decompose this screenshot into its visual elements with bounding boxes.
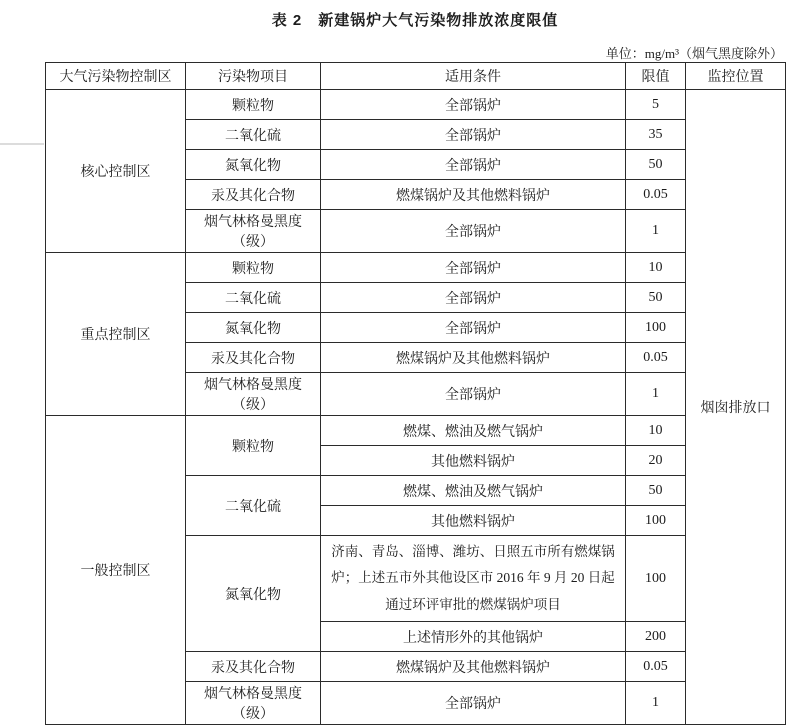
cell-condition: 其他燃料锅炉	[321, 446, 626, 476]
cell-limit: 5	[626, 90, 686, 120]
cell-condition: 燃煤、燃油及燃气锅炉	[321, 476, 626, 506]
cell-condition: 全部锅炉	[321, 150, 626, 180]
header-limit: 限值	[626, 63, 686, 90]
header-monitor: 监控位置	[686, 63, 786, 90]
cell-condition: 上述情形外的其他锅炉	[321, 622, 626, 652]
cell-pollutant: 烟气林格曼黑度（级）	[186, 210, 321, 253]
cell-pollutant: 颗粒物	[186, 416, 321, 476]
cell-pollutant: 烟气林格曼黑度（级）	[186, 373, 321, 416]
cell-limit: 0.05	[626, 180, 686, 210]
cell-condition: 全部锅炉	[321, 283, 626, 313]
cell-condition: 全部锅炉	[321, 90, 626, 120]
cell-limit: 50	[626, 283, 686, 313]
cell-condition: 全部锅炉	[321, 313, 626, 343]
cell-limit: 200	[626, 622, 686, 652]
header-pollutant: 污染物项目	[186, 63, 321, 90]
cell-limit: 35	[626, 120, 686, 150]
cell-pollutant: 颗粒物	[186, 90, 321, 120]
cell-condition: 燃煤锅炉及其他燃料锅炉	[321, 180, 626, 210]
cell-limit: 0.05	[626, 343, 686, 373]
cell-limit: 1	[626, 682, 686, 725]
cell-pollutant: 汞及其化合物	[186, 343, 321, 373]
table-row	[46, 416, 786, 446]
cell-condition: 燃煤锅炉及其他燃料锅炉	[321, 343, 626, 373]
cell-condition: 其他燃料锅炉	[321, 506, 626, 536]
header-condition: 适用条件	[321, 63, 626, 90]
cell-region-core: 核心控制区	[46, 90, 186, 253]
cell-pollutant: 二氧化硫	[186, 120, 321, 150]
cell-pollutant: 氮氧化物	[186, 313, 321, 343]
cell-pollutant: 二氧化硫	[186, 283, 321, 313]
cell-limit: 10	[626, 416, 686, 446]
table-title: 表 2 新建锅炉大气污染物排放浓度限值	[271, 12, 559, 29]
cell-condition: 全部锅炉	[321, 210, 626, 253]
cell-limit: 100	[626, 536, 686, 622]
scan-artifact-line	[0, 143, 44, 145]
cell-region-key: 重点控制区	[46, 253, 186, 416]
cell-monitor-location: 烟囱排放口	[686, 90, 786, 725]
cell-condition: 全部锅炉	[321, 373, 626, 416]
cell-region-general: 一般控制区	[46, 416, 186, 725]
cell-condition: 全部锅炉	[321, 682, 626, 725]
cell-limit: 100	[626, 506, 686, 536]
header-region: 大气污染物控制区	[46, 63, 186, 90]
cell-pollutant: 氮氧化物	[186, 150, 321, 180]
cell-limit: 1	[626, 373, 686, 416]
cell-condition: 全部锅炉	[321, 253, 626, 283]
cell-limit: 20	[626, 446, 686, 476]
cell-pollutant: 氮氧化物	[186, 536, 321, 652]
table-row	[46, 253, 786, 283]
cell-pollutant: 二氧化硫	[186, 476, 321, 536]
cell-pollutant: 汞及其化合物	[186, 652, 321, 682]
cell-limit: 0.05	[626, 652, 686, 682]
cell-limit: 50	[626, 150, 686, 180]
cell-limit: 10	[626, 253, 686, 283]
cell-condition: 全部锅炉	[321, 120, 626, 150]
unit-note: 单位：mg/m³（烟气黑度除外）	[605, 46, 783, 61]
cell-limit: 100	[626, 313, 686, 343]
cell-pollutant: 汞及其化合物	[186, 180, 321, 210]
cell-condition: 燃煤锅炉及其他燃料锅炉	[321, 652, 626, 682]
cell-pollutant: 颗粒物	[186, 253, 321, 283]
emission-limits-table	[45, 62, 786, 725]
cell-condition: 济南、青岛、淄博、潍坊、日照五市所有燃煤锅炉；上述五市外其他设区市 2016 年 9 月 20 日起通过环评审批的燃煤锅炉项目	[321, 536, 626, 622]
cell-limit: 50	[626, 476, 686, 506]
cell-pollutant: 烟气林格曼黑度（级）	[186, 682, 321, 725]
table-row	[46, 90, 786, 120]
header-row	[46, 63, 786, 90]
cell-condition: 燃煤、燃油及燃气锅炉	[321, 416, 626, 446]
cell-limit: 1	[626, 210, 686, 253]
